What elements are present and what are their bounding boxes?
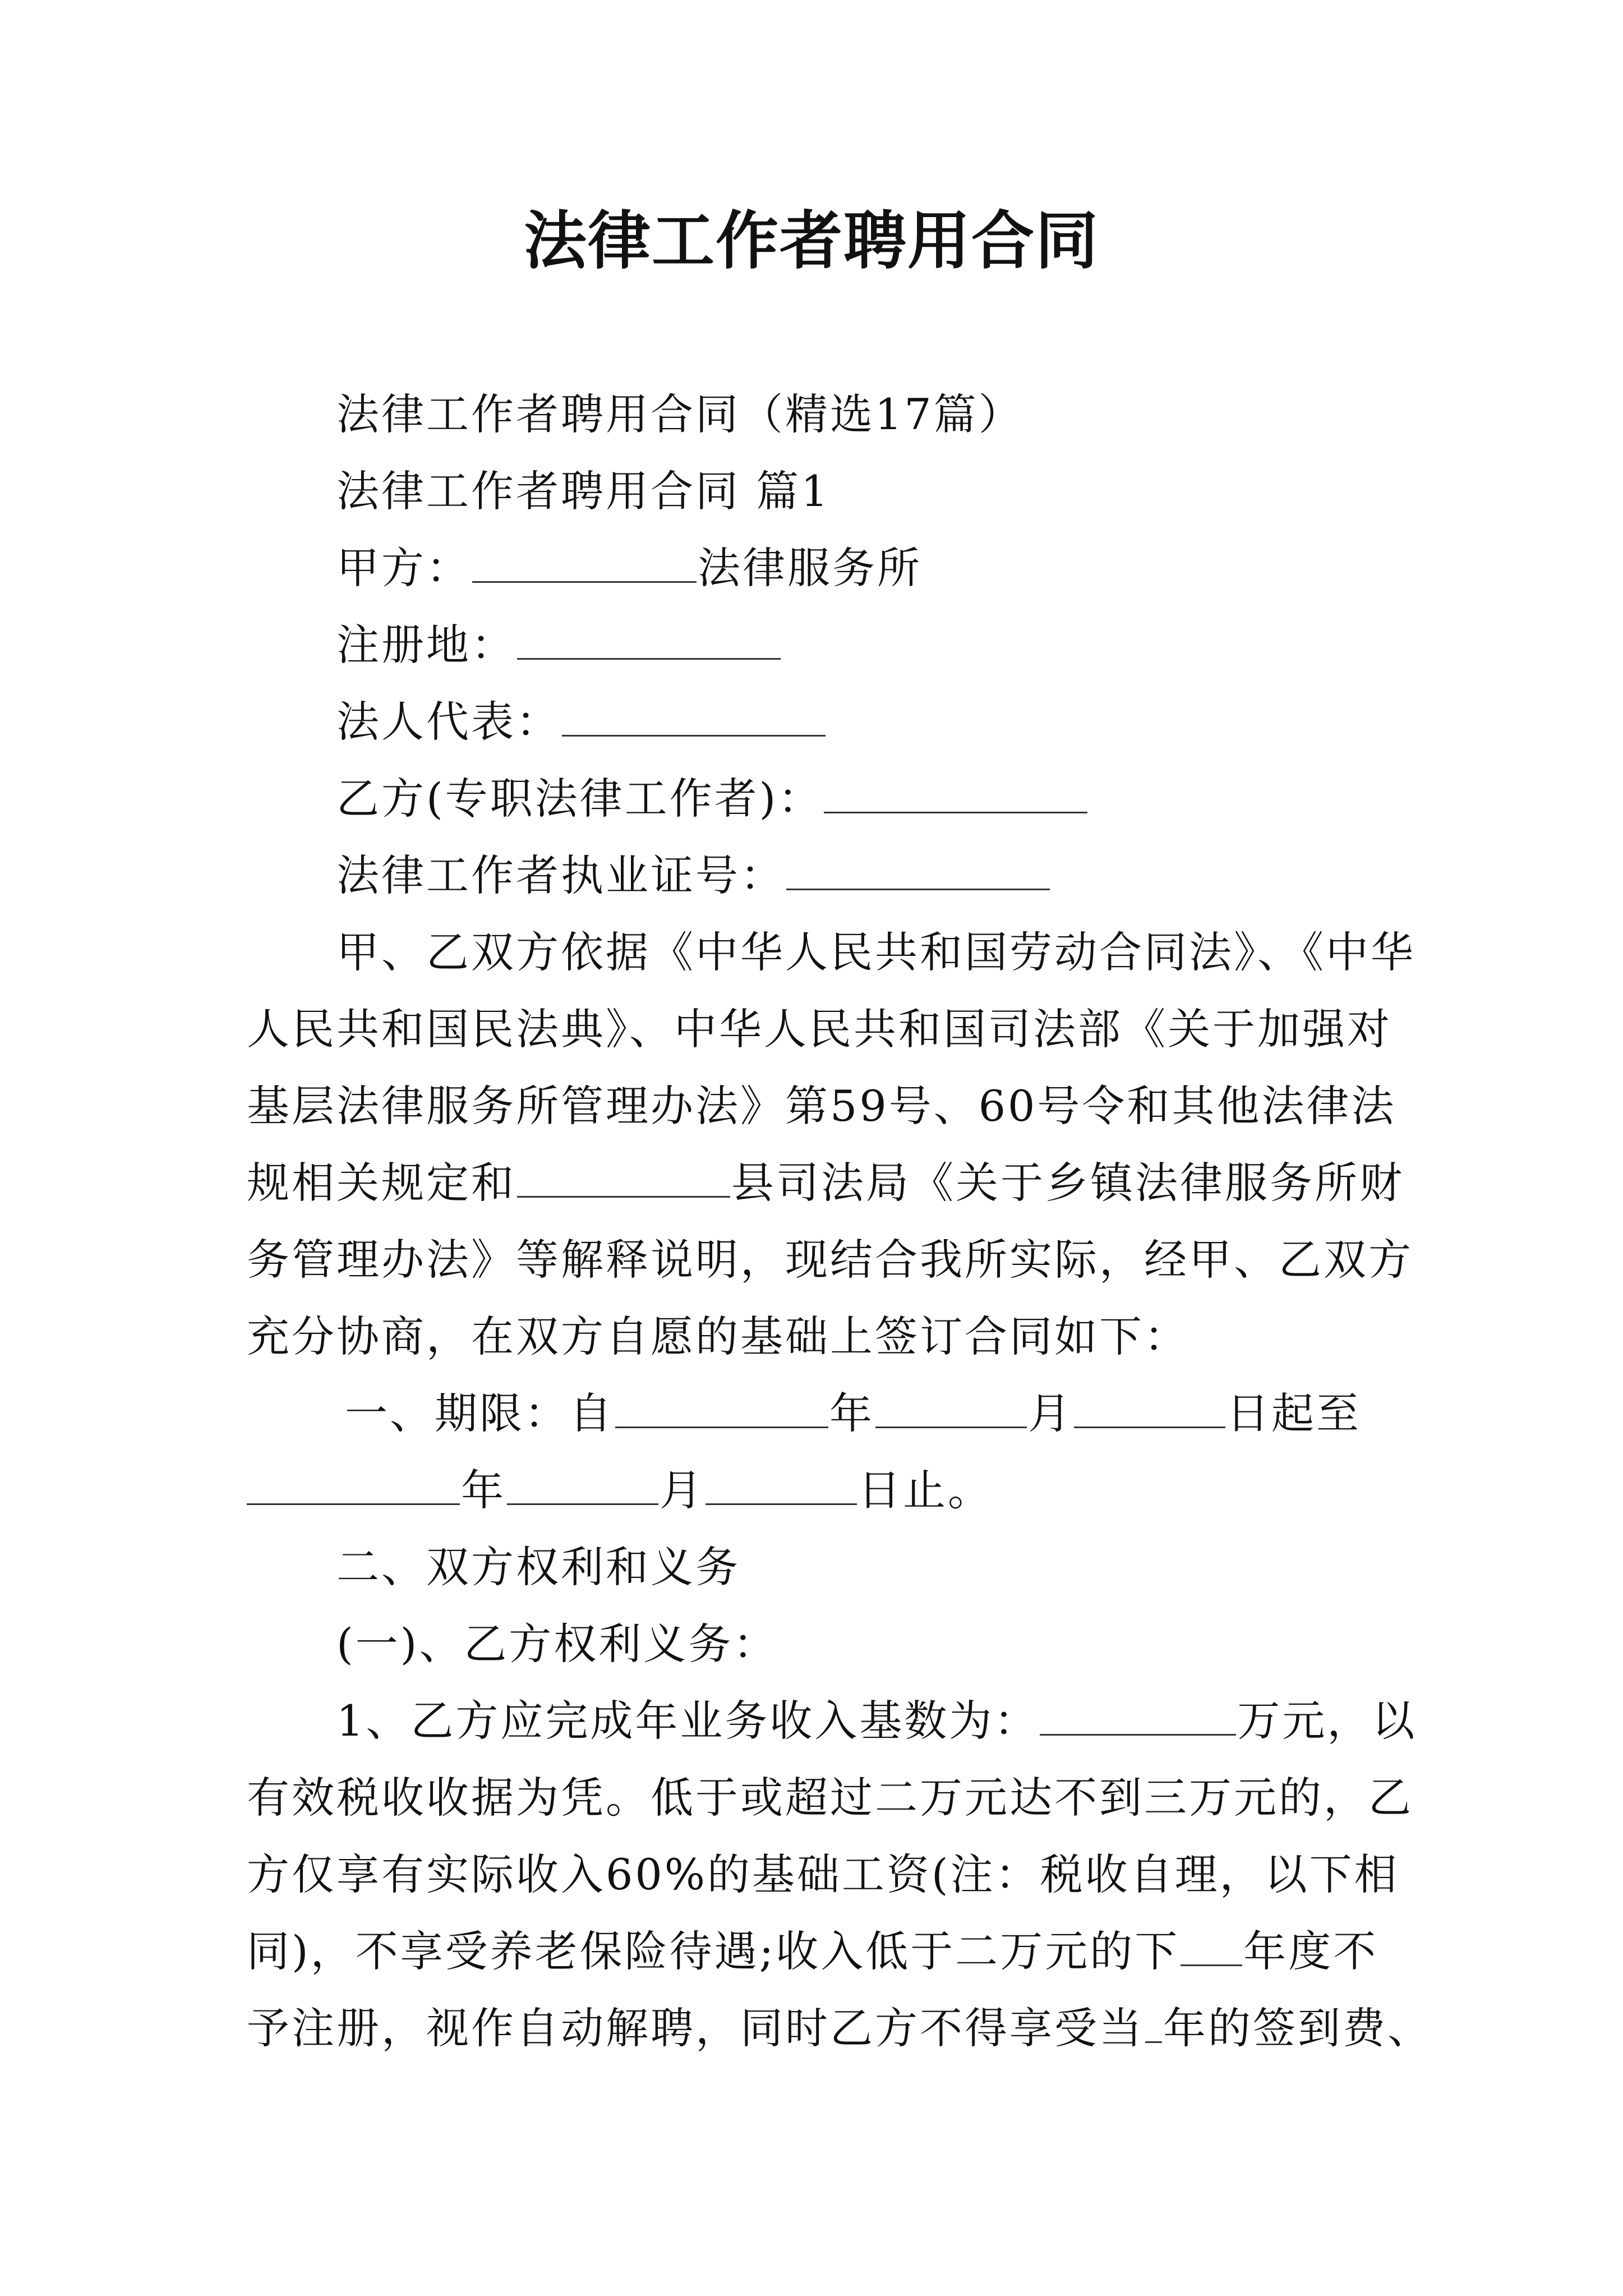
term-year-label: 年 (829, 1388, 874, 1438)
term-day-to-label: 日止。 (858, 1465, 993, 1515)
section2-heading: 二、双方权利和义务 (336, 1542, 740, 1592)
legal-rep-line (247, 683, 1391, 760)
term-from-month-blank (875, 1376, 1027, 1428)
party-b-line (247, 760, 1391, 837)
article-heading: 法律工作者聘用合同 篇1 (336, 466, 831, 516)
para1-line4-part-a: 规相关规定和 (247, 1158, 516, 1208)
item1-line1-part-b: 万元，以 (1237, 1696, 1417, 1746)
para1-line5: 务管理办法》等解释说明，现结合我所实际，经甲、乙双方 (247, 1235, 1413, 1285)
term-month-label: 月 (1028, 1388, 1073, 1438)
item1-line1-part-a: 1、乙方应完成年业务收入基数为： (336, 1696, 1039, 1746)
term-from-year-blank (615, 1376, 828, 1428)
party-a-blank (472, 531, 697, 583)
item1-line4 (247, 1913, 1391, 1990)
party-a-label: 甲方： (336, 543, 471, 593)
registered-address-line (247, 606, 1391, 683)
term-to-year-label: 年 (461, 1465, 506, 1515)
term-line1 (247, 1375, 1391, 1452)
term-to-year-blank (247, 1453, 460, 1505)
term-day-from-label: 日起至 (1227, 1388, 1361, 1438)
para1-line2: 人民共和国民法典》、中华人民共和国司法部《关于加强对 (247, 1004, 1392, 1054)
item1-line1 (247, 1682, 1417, 1759)
license-label: 法律工作者执业证号： (336, 850, 785, 900)
term-to-month-blank (507, 1453, 658, 1505)
term-from-label: 一、期限：自 (345, 1388, 614, 1438)
party-a-line (247, 530, 1391, 606)
item1-line5-part-a: 予注册，视作自动解聘，同时乙方不得享受当 (247, 2003, 1144, 2053)
document-body (247, 376, 1432, 2067)
current-year-blank (1145, 1991, 1162, 2043)
term-line2 (247, 1452, 1391, 1529)
legal-rep-label: 法人代表： (336, 697, 561, 747)
para1-line3: 基层法律服务所管理办法》第59号、60号令和其他法律法 (247, 1081, 1396, 1131)
item1-line5-part-b: 年的签到费、 (1163, 2003, 1432, 2053)
license-blank (786, 838, 1050, 890)
term-to-month-label: 月 (660, 1465, 704, 1515)
document-title: 法律工作者聘用合同 (524, 204, 1099, 278)
legal-rep-blank (562, 684, 826, 737)
party-b-label: 乙方(专职法律工作者)： (336, 774, 823, 823)
income-blank (1040, 1683, 1236, 1736)
term-from-day-blank (1074, 1376, 1225, 1428)
item1-line4-part-b: 年度不 (1243, 1926, 1378, 1976)
para1-line1: 甲、乙双方依据《中华人民共和国劳动合同法》、《中华 (336, 927, 1415, 977)
term-to-day-blank (706, 1453, 857, 1505)
item1-line3: 方仅享有实际收入60%的基础工资(注：税收自理，以下相 (247, 1849, 1399, 1899)
subtitle: 法律工作者聘用合同（精选17篇） (336, 389, 1023, 439)
item1-line2: 有效税收收据为凭。低于或超过二万元达不到三万元的，乙 (247, 1773, 1413, 1823)
section2-1-heading: (一)、乙方权利义务： (336, 1619, 778, 1669)
registered-address-label: 注册地： (336, 620, 516, 670)
party-a-suffix: 法律服务所 (698, 543, 922, 593)
county-blank (517, 1145, 730, 1198)
para1-line4-part-b: 县司法局《关于乡镇法律服务所财 (731, 1158, 1404, 1208)
para1-line6: 充分协商，在双方自愿的基础上签订合同如下： (247, 1312, 1189, 1361)
registered-address-blank (517, 608, 781, 660)
party-b-blank (824, 761, 1087, 813)
item1-line5 (247, 1990, 1432, 2067)
year-blank (1181, 1914, 1242, 1966)
license-line (247, 837, 1391, 914)
para1-line4 (247, 1144, 1404, 1221)
item1-line4-part-a: 同)，不享受养老保险待遇;收入低于二万元的下 (247, 1926, 1180, 1976)
